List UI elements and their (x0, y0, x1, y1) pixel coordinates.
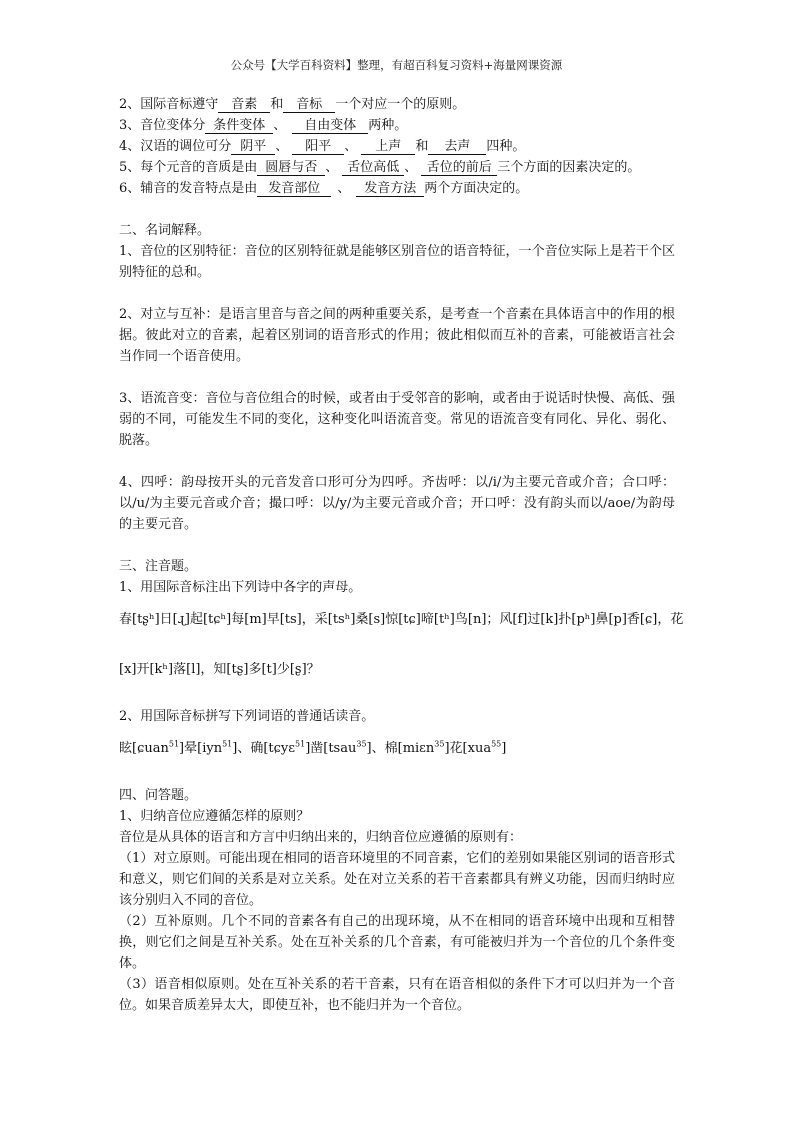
tone-mark: 55 (491, 739, 502, 749)
ipa-word-list (119, 735, 675, 785)
answer-paragraph: （3）语音相似原则。处在互补关系的若干音素，只有在语音相似的条件下才可以归并为一个音位。如果音质差异太大，即使互补，也不能归并为一个音位。 (119, 977, 675, 1013)
tone-mark: 51 (168, 739, 180, 749)
answer-blank: 自由变体 (292, 118, 368, 134)
question-text: 6、辅音的发音特点是由 (119, 181, 258, 196)
section-title: 三、注音题。 (119, 559, 198, 574)
tone-mark: 51 (222, 739, 233, 749)
question-text: 4、汉语的调位可分 (119, 139, 232, 154)
fill-blank-item (119, 94, 675, 115)
fill-blank-item (119, 157, 675, 178)
ipa-transcription: 春[tʂʰ]日[ɻ]起[tɕʰ]每[m]早[ts]，采[tsʰ]桑[s]惊[tɕ]啼[tʰ]鸟[n]；风[f]过[k]扑[pʰ]鼻[p]香[ɕ]，花 (119, 612, 684, 627)
question-text: 和 (415, 139, 429, 154)
spacer (119, 535, 675, 556)
answer-paragraph: （1）对立原则。可能出现在相同的语音环境里的不同音素，它们的差别如果能区别词的语音形式和意义，则它们间的关系是对立关系。处在对立关系的若干音素都具有辨义功能，因而归纳时应该分别归入不同的音位。 (119, 851, 675, 908)
tone-mark: 35 (434, 739, 445, 749)
question-text: 1、用国际音标注出下列诗中各字的声母。 (119, 580, 362, 595)
answer-blank: 阴平 (231, 139, 275, 155)
ipa-word: ]晕[iyn (179, 741, 223, 756)
answer-intro: 音位是从具体的语言和方言中归纳出来的，归纳音位应遵循的原则有： (119, 830, 523, 845)
definition-item: 4、四呼：韵母按开头的元音发音口形可分为四呼。齐齿呼：以/i/为主要元音或介音；合口呼：以/u/为主要元音或介音；撮口呼：以/y/为主要元音或介音；开口呼：没有韵头而以/aoe/为韵母的主要元音。 (119, 475, 675, 532)
ipa-word: ]、确[tɕyɛ (232, 741, 295, 756)
ipa-word: ] (501, 741, 507, 756)
question-text: 1、归纳音位应遵循怎样的原则？ (119, 809, 310, 824)
answer-blank: 发音部位 (257, 181, 331, 197)
tone-mark: 35 (356, 739, 367, 749)
definition-item: 3、语流音变：音位与音位组合的时候，或者由于受邻音的影响，或者由于说话时快慢、高低、强弱的不同，可能发生不同的变化，这种变化叫语流音变。常见的语流音变有同化、异化、弱化、脱落。 (119, 391, 675, 448)
question-text: 和 (270, 97, 284, 112)
answer-blank: 去声 (428, 139, 486, 155)
question-text: 四种。 (486, 139, 526, 154)
question-text: 两个方面决定的。 (424, 181, 529, 196)
question-text: 一个对应一个的原则。 (335, 97, 466, 112)
page-header: 公众号【大学百科资料】整理，有超百科复习资料+海量网课资源 (230, 58, 563, 72)
question-text: 、 (404, 160, 418, 175)
ipa-word: ]花[xua (444, 741, 492, 756)
question-text: 2、国际音标遵守 (119, 97, 219, 112)
definition-item: 2、对立与互补：是语言里音与音之间的两种重要关系，是考查一个音素在具体语言中的作用的根据。彼此对立的音素，起着区别词的语音形式的作用；彼此相似而互补的音素，可能被语言社会当作同一个语音使用。 (119, 307, 675, 364)
fill-blank-item (119, 178, 675, 199)
section-title: 四、问答题。 (119, 788, 198, 803)
question-text: 两种。 (368, 118, 408, 133)
answer-blank: 发音方法 (356, 181, 424, 197)
answer-blank: 音素 (218, 97, 270, 113)
section-title: 二、名词解释。 (119, 223, 211, 238)
answer-blank: 圆唇与否 (257, 160, 325, 176)
ipa-transcription: [x]开[kʰ]落[l]，知[tʂ]多[t]少[ʂ]？ (119, 662, 320, 677)
answer-blank: 阳平 (292, 139, 344, 155)
spacer (119, 283, 675, 304)
question-text: 、 (273, 118, 287, 133)
fill-blank-item (119, 115, 675, 136)
question-text: 、 (275, 139, 289, 154)
question-text: 5、每个元音的音质是由 (119, 160, 258, 175)
fill-blank-item (119, 136, 675, 157)
question-text: 3、音位变体分 (119, 118, 206, 133)
answer-blank: 舌位的前后 (421, 160, 497, 176)
ipa-word: 眩[ɕuan (119, 741, 169, 756)
question-text: 、 (325, 160, 339, 175)
answer-blank: 音标 (283, 97, 335, 113)
answer-blank: 上声 (361, 139, 415, 155)
answer-blank: 条件变体 (205, 118, 273, 134)
answer-blank: 舌位高低 (342, 160, 404, 176)
answer-paragraph: （2）互补原则。几个不同的音素各有自己的出现环境，从不在相同的语音环境中出现和互相替换，则它们之间是互补关系。处在互补关系的几个音素，有可能被归并为一个音位的几个条件变体。 (119, 914, 675, 971)
question-text: 2、用国际音标拼写下列词语的普通话读音。 (119, 709, 375, 724)
question-text: 三个方面的因素决定的。 (497, 160, 641, 175)
question-text: 、 (344, 139, 358, 154)
document-body (119, 94, 684, 1016)
definition-item: 1、音位的区别特征：音位的区别特征就是能够区别音位的语音特征，一个音位实际上是若干个区别特征的总和。 (119, 244, 675, 280)
tone-mark: 51 (295, 739, 306, 749)
question-text: 、 (337, 181, 351, 196)
spacer (119, 199, 675, 220)
spacer (119, 451, 675, 472)
spacer (119, 367, 675, 388)
ipa-word: ]凿[tsau (305, 741, 357, 756)
ipa-word: ]、棉[miɛn (366, 741, 435, 756)
